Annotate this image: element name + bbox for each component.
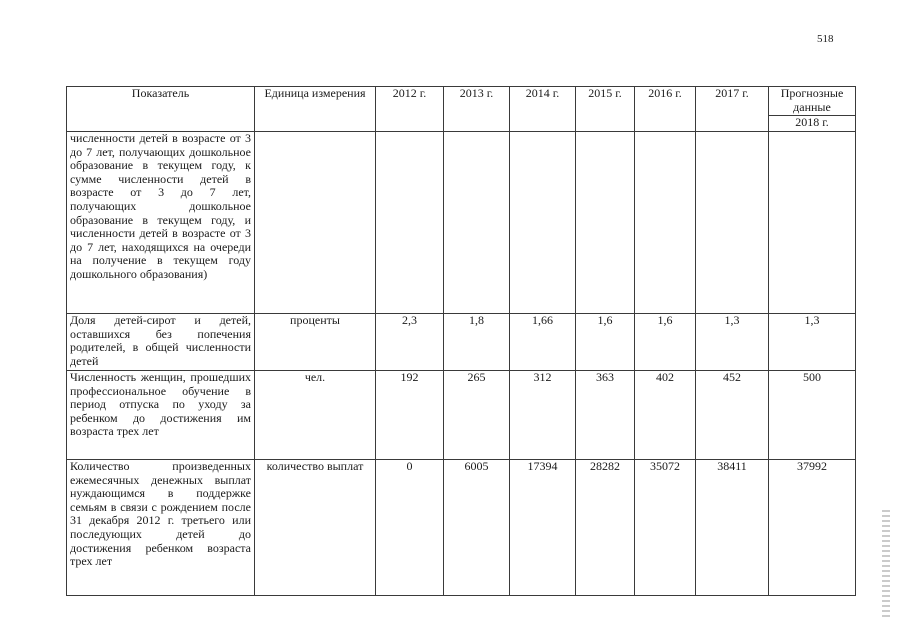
- value-2015: [576, 132, 635, 314]
- value-2012: [376, 132, 444, 314]
- value-2015: 363: [576, 371, 635, 460]
- col-header-2013: 2013 г.: [444, 87, 510, 132]
- indicator-cell: Количество произведенных ежемесячных денежных выплат нуждающимся в поддержке семьям в связи с рождением после 31 декабря 2012 г. третьего или последующих детей до достижения ребенком возраста трех лет: [67, 460, 255, 596]
- value-2014: 1,66: [510, 314, 576, 371]
- col-header-unit: Единица измерения: [255, 87, 376, 132]
- col-header-forecast: Прогнозные данные: [769, 87, 856, 116]
- unit-cell: проценты: [255, 314, 376, 371]
- value-2017: 38411: [696, 460, 769, 596]
- value-2012: 192: [376, 371, 444, 460]
- col-header-2017: 2017 г.: [696, 87, 769, 132]
- indicator-cell: численности детей в возрасте от 3 до 7 лет, получающих дошкольное образование в текущем году, к сумме численности детей в возрасте от 3 до 7 лет, получающих дошкольное образование в текущем году, и численности детей в возрасте от 3 до 7 лет, находящихся на очереди на получение в текущем году дошкольного образования): [67, 132, 255, 314]
- indicator-cell: Доля детей-сирот и детей, оставшихся без попечения родителей, в общей численности детей: [67, 314, 255, 371]
- col-header-2016: 2016 г.: [635, 87, 696, 132]
- col-header-2015: 2015 г.: [576, 87, 635, 132]
- value-2016: 402: [635, 371, 696, 460]
- table-row: [67, 371, 856, 460]
- unit-cell: [255, 132, 376, 314]
- value-2017: [696, 132, 769, 314]
- value-2015: 28282: [576, 460, 635, 596]
- value-2014: 17394: [510, 460, 576, 596]
- value-2016: 35072: [635, 460, 696, 596]
- value-2018: 1,3: [769, 314, 856, 371]
- table-row: [67, 314, 856, 371]
- value-2013: 265: [444, 371, 510, 460]
- value-2017: 452: [696, 371, 769, 460]
- value-2015: 1,6: [576, 314, 635, 371]
- indicator-cell: Численность женщин, прошедших профессиональное обучение в период отпуска по уходу за ребенком до достижения им возраста трех лет: [67, 371, 255, 460]
- col-header-indicator: Показатель: [67, 87, 255, 132]
- col-header-2012: 2012 г.: [376, 87, 444, 132]
- table-header-row: [67, 87, 856, 116]
- col-header-2014: 2014 г.: [510, 87, 576, 132]
- value-2013: 6005: [444, 460, 510, 596]
- table-row: [67, 460, 856, 596]
- indicators-table: [66, 86, 856, 596]
- value-2012: 0: [376, 460, 444, 596]
- col-header-2018: 2018 г.: [769, 116, 856, 132]
- value-2018: [769, 132, 856, 314]
- table-row: [67, 132, 856, 314]
- value-2014: [510, 132, 576, 314]
- unit-cell: чел.: [255, 371, 376, 460]
- unit-cell: количество выплат: [255, 460, 376, 596]
- value-2013: [444, 132, 510, 314]
- page-number: 518: [817, 33, 834, 45]
- value-2016: [635, 132, 696, 314]
- value-2018: 500: [769, 371, 856, 460]
- scan-margin-marks: [882, 510, 890, 620]
- value-2012: 2,3: [376, 314, 444, 371]
- value-2018: 37992: [769, 460, 856, 596]
- value-2014: 312: [510, 371, 576, 460]
- value-2016: 1,6: [635, 314, 696, 371]
- value-2017: 1,3: [696, 314, 769, 371]
- value-2013: 1,8: [444, 314, 510, 371]
